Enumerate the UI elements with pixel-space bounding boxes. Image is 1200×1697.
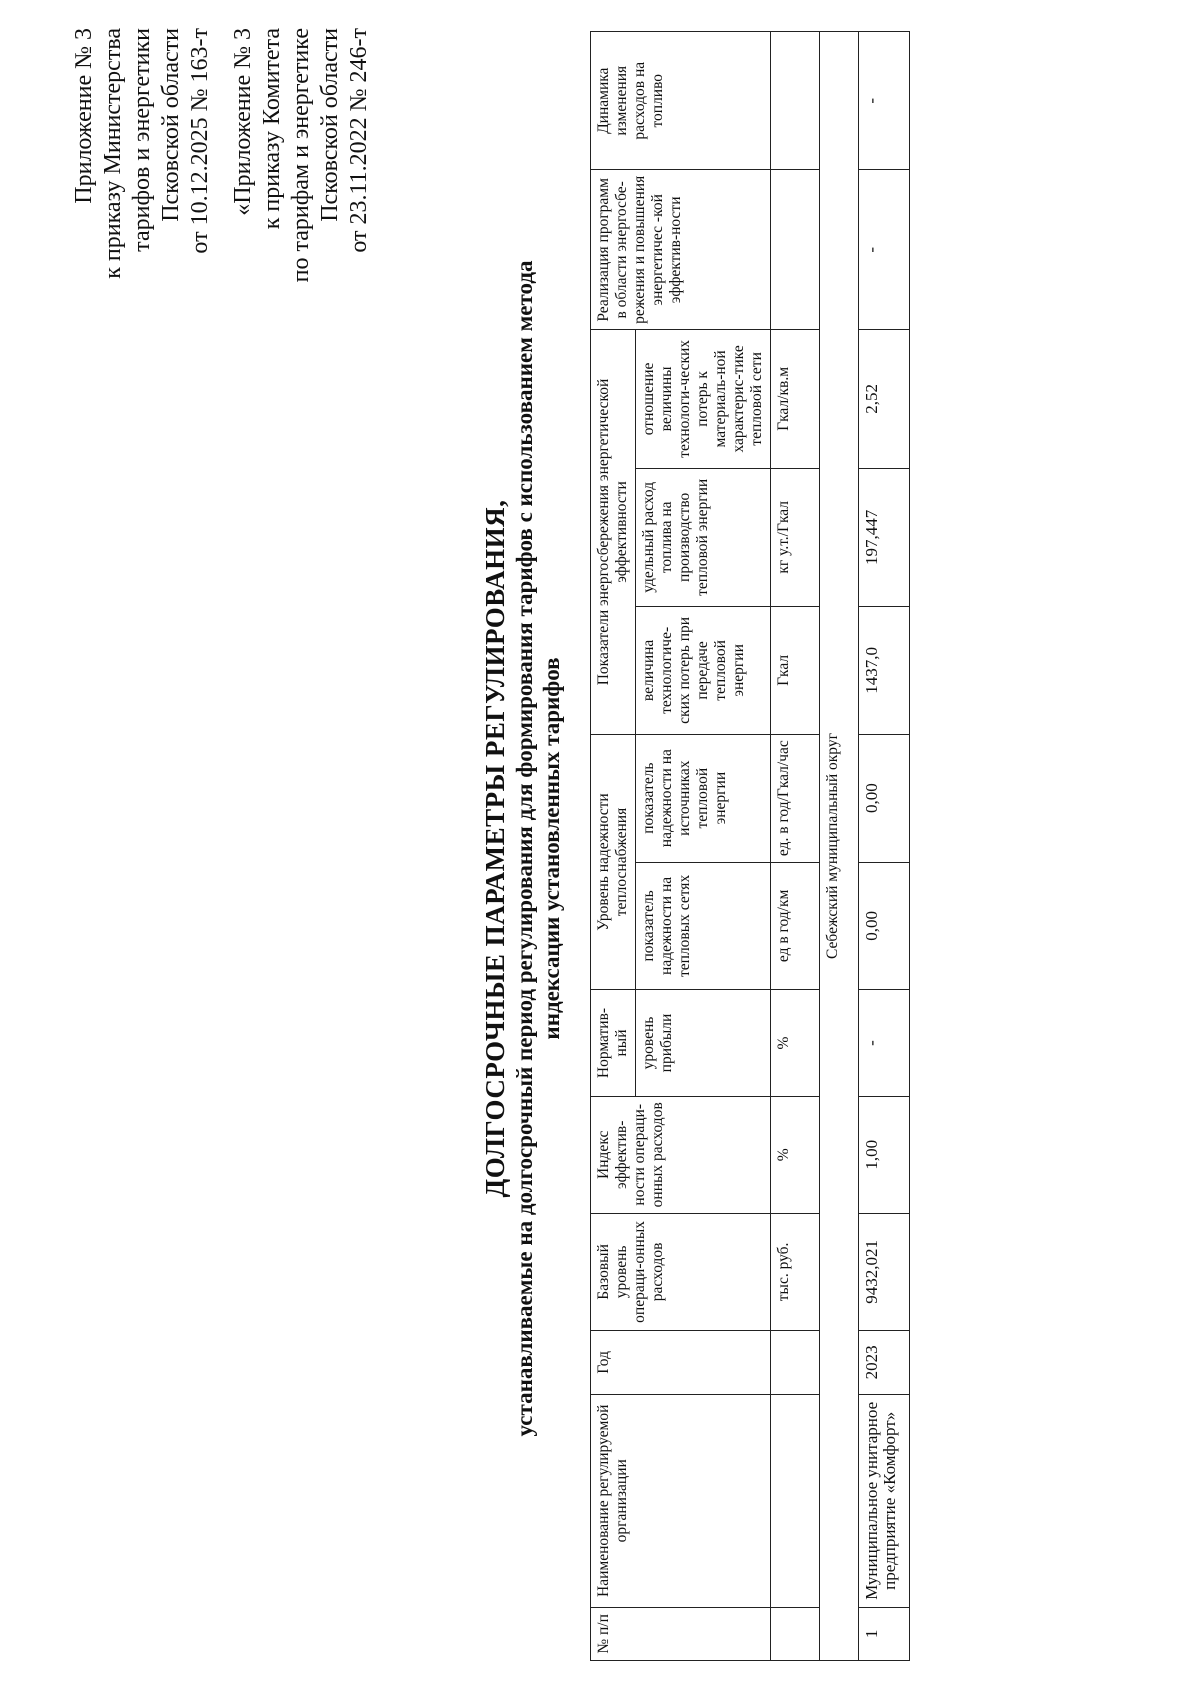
- header-line: тарифов и энергетики: [129, 28, 155, 252]
- header-normative-profit-sub: уровень прибыли: [636, 990, 771, 1096]
- header-row-top: [591, 32, 636, 1661]
- cell-year: 2023: [859, 1330, 910, 1394]
- units-empty: [771, 1394, 820, 1607]
- unit-reliability-sources: ед. в год/Гкал/час: [771, 734, 820, 862]
- header-reliability-networks: показатель надежности на тепловых сетях: [636, 862, 771, 990]
- cell-fuel-rate: 197,447: [859, 468, 910, 606]
- cell-loss-ratio: 2,52: [859, 330, 910, 468]
- cell-efficiency-index: 1,00: [859, 1096, 910, 1213]
- territory-name: Себежский муниципальный округ: [820, 32, 859, 1661]
- unit-base-opex: тыс. руб.: [771, 1213, 820, 1330]
- header-line: от 23.11.2022 № 246-т: [346, 28, 372, 253]
- header-reliability-sources: показатель надежности на источниках тепловой энергии: [636, 734, 771, 862]
- header-base-opex: Базовый уровень операци-онных расходов: [591, 1213, 771, 1330]
- units-empty: [771, 32, 820, 170]
- header-line: Приложение № 3: [71, 28, 97, 204]
- document-subtitle-line: индексации установленных тарифов: [539, 657, 564, 1040]
- header-loss-ratio: отношение величины технологи-ческих потерь к материаль-ной характерис-тике тепловой сети: [636, 330, 771, 468]
- unit-fuel-rate: кг у.т./Гкал: [771, 468, 820, 606]
- unit-reliability-networks: ед в год/км: [771, 862, 820, 990]
- header-year: Год: [591, 1330, 771, 1394]
- header-line: от 10.12.2025 № 163-т: [187, 28, 213, 254]
- cell-reliability-networks: 0,00: [859, 862, 910, 990]
- units-empty: [771, 1607, 820, 1660]
- header-line: «Приложение № 3: [230, 28, 256, 216]
- cell-energy-losses: 1437,0: [859, 607, 910, 735]
- unit-normative-profit: %: [771, 990, 820, 1096]
- header-energy-losses: величина технологиче-ских потерь при передаче тепловой энергии: [636, 607, 771, 735]
- document-subtitle-line: устанавливаемые на долгосрочный период регулирования для формирования тарифов с использованием метода: [512, 260, 537, 1437]
- parameters-table: [590, 31, 910, 1661]
- unit-energy-losses: Гкал: [771, 607, 820, 735]
- header-reliability-group: Уровень надежности теплоснабжения: [591, 734, 636, 990]
- cell-normative-profit: -: [859, 990, 910, 1096]
- header-org: Наименование регулируемой организации: [591, 1394, 771, 1607]
- header-line: к приказу Комитета: [259, 28, 285, 230]
- header-normative-profit: Норматив-ный: [591, 990, 636, 1096]
- cell-base-opex: 9432,021: [859, 1213, 910, 1330]
- cell-programs: -: [859, 170, 910, 330]
- header-line: Псковской области: [158, 28, 184, 222]
- unit-efficiency-index: %: [771, 1096, 820, 1213]
- header-num: № п/п: [591, 1607, 771, 1660]
- header-block-ministry: [70, 28, 215, 728]
- document-title: ДОЛГОСРОЧНЫЕ ПАРАМЕТРЫ РЕГУЛИРОВАНИЯ,: [480, 499, 510, 1198]
- header-fuel-rate: удельный расход топлива на производство тепловой энергии: [636, 468, 771, 606]
- header-efficiency-index: Индекс эффектив-ности операци-онных расходов: [591, 1096, 771, 1213]
- units-empty: [771, 1330, 820, 1394]
- header-fuel-dynamics: Динамика изменения расходов на топливо: [591, 32, 771, 170]
- units-row: [771, 32, 820, 1661]
- header-energy-group: Показатели энергосбережения энергетической эффективности: [591, 330, 636, 735]
- territory-row: [820, 32, 859, 1661]
- header-line: по тарифам и энергетике: [288, 28, 314, 283]
- table-row: [859, 32, 910, 1661]
- header-line: Псковской области: [317, 28, 343, 222]
- document-title-block: [480, 0, 565, 1697]
- unit-loss-ratio: Гкал/кв.м: [771, 330, 820, 468]
- cell-fuel-dynamics: -: [859, 32, 910, 170]
- cell-org: Муниципальное унитарное предприятие «Комфорт»: [859, 1394, 910, 1607]
- header-line: к приказу Министерства: [100, 28, 126, 279]
- approval-headers: [70, 28, 388, 728]
- cell-num: 1: [859, 1607, 910, 1660]
- units-empty: [771, 170, 820, 330]
- header-block-committee: [229, 28, 374, 728]
- cell-reliability-sources: 0,00: [859, 734, 910, 862]
- header-programs: Реализация программ в области энергосбе-режения и повышения энергетичес -кой эффектив-ности: [591, 170, 771, 330]
